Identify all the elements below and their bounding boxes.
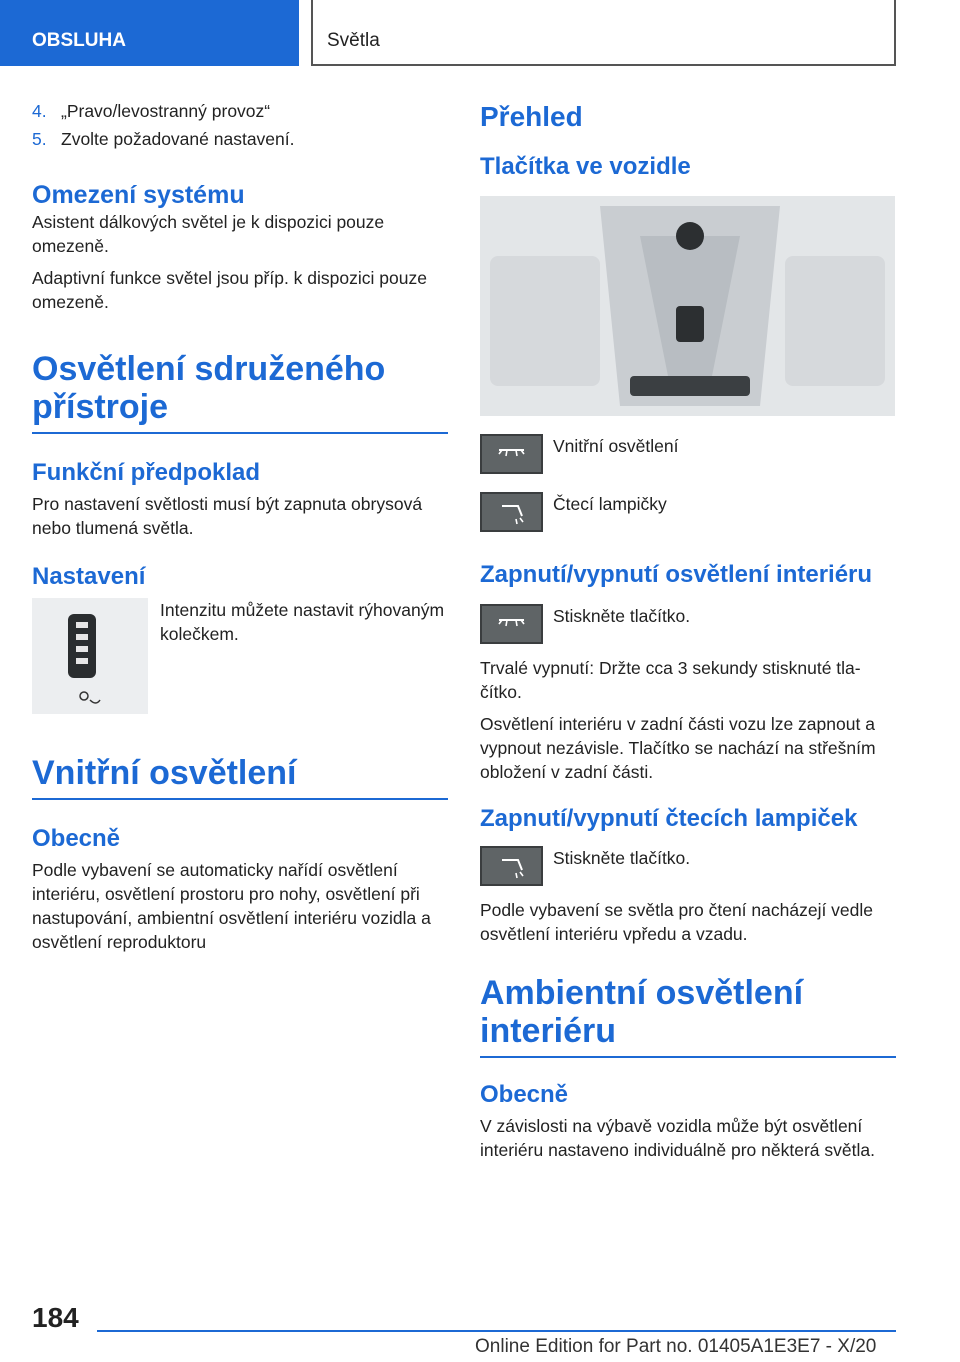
reading-lights-text: Podle vybavení se světla pro čtení nacházejí vedle osvětlení interiéru vpředu a vzadu. bbox=[480, 900, 874, 944]
limits-text-2: Adaptivní funkce světel jsou příp. k dispozici pouze omezeně. bbox=[32, 268, 427, 312]
dome-light-icon bbox=[482, 606, 541, 642]
permanent-off-text: Trvalé vypnutí: Držte cca 3 sekundy stisknuté tlačítko. bbox=[480, 658, 861, 702]
general-text: Podle vybavení se automaticky nařídí osvětlení interiéru, osvětlení prostoru pro nohy, osvětlení při nastupování, ambientní osvětlení interiéru vozidla a osvětlení reproduktoru bbox=[32, 860, 431, 952]
step-text: Zvolte požadované nastavení. bbox=[61, 129, 295, 149]
step-item bbox=[32, 128, 448, 150]
interior-lighting-heading: Vnitřní osvětlení bbox=[32, 754, 448, 800]
step-text: „Pravo/levostranný provoz“ bbox=[61, 101, 271, 121]
interior-light-label: Vnitřní osvětlení bbox=[553, 436, 679, 456]
toggle-reading-heading: Zapnutí/vypnutí čtecích lampiček bbox=[480, 805, 858, 832]
interior-light-button-icon[interactable] bbox=[480, 604, 543, 644]
right-column bbox=[480, 100, 896, 1170]
left-column bbox=[32, 100, 448, 962]
settings-block bbox=[32, 598, 448, 714]
settings-text: Intenzitu můžete nastavit rýhovaným kolečkem. bbox=[160, 600, 445, 644]
step-number: 4. bbox=[32, 101, 47, 121]
interior-light-icon-row bbox=[480, 434, 896, 474]
rear-lighting-text: Osvětlení interiéru v zadní části vozu lze zapnout a vypnout nezávisle. Tlačítko se nachází na střešním obložení v zadní části. bbox=[480, 714, 876, 782]
page-number: 184 bbox=[32, 1302, 79, 1333]
interior-light-button-icon[interactable] bbox=[480, 434, 543, 474]
reading-lamp-icon bbox=[482, 848, 541, 884]
edition-text: Online Edition for Part no. 01405A1E3E7 - X/20 bbox=[475, 1336, 877, 1357]
limits-heading: Omezení systému bbox=[32, 181, 245, 209]
press-button-text: Stiskněte tlačítko. bbox=[553, 848, 691, 868]
overview-heading: Přehled bbox=[480, 101, 583, 132]
section-tab[interactable]: OBSLUHA bbox=[0, 0, 299, 66]
precondition-heading: Funkční předpoklad bbox=[32, 459, 261, 486]
toggle-interior-heading: Zapnutí/vypnutí osvětlení interiéru bbox=[480, 561, 873, 588]
thumbwheel-figure bbox=[32, 598, 148, 714]
dome-light-icon bbox=[482, 436, 541, 472]
thumbwheel-icon bbox=[32, 598, 148, 714]
reading-light-button-icon[interactable] bbox=[480, 492, 543, 532]
reading-light-button-icon[interactable] bbox=[480, 846, 543, 886]
step-number: 5. bbox=[32, 129, 47, 149]
reading-light-icon-row bbox=[480, 492, 896, 532]
toggle-interior-row bbox=[480, 604, 896, 644]
ambient-lighting-heading: Ambientní osvětlení interiéru bbox=[480, 974, 896, 1058]
ambient-general-heading: Obecně bbox=[480, 1081, 569, 1108]
chapter-title: Světla bbox=[311, 0, 896, 66]
toggle-reading-row bbox=[480, 846, 896, 886]
press-button-text: Stiskněte tlačítko. bbox=[553, 606, 691, 626]
roof-console-figure bbox=[480, 196, 895, 416]
cluster-lighting-heading: Osvětlení sdruženého přístroje bbox=[32, 350, 448, 434]
buttons-in-vehicle-heading: Tlačítka ve vozidle bbox=[480, 153, 691, 180]
precondition-text: Pro nastavení světlosti musí být zapnuta obrysová nebo tlumená světla. bbox=[32, 494, 423, 538]
ambient-general-text: V závislosti na výbavě vozidla může být osvětlení interiéru nastaveno individuálně pro některá světla. bbox=[480, 1116, 875, 1160]
settings-heading: Nastavení bbox=[32, 563, 146, 590]
roof-console-icon bbox=[480, 196, 895, 416]
footer-divider bbox=[97, 1330, 896, 1332]
reading-lamp-icon bbox=[482, 494, 541, 530]
limits-text-1: Asistent dálkových světel je k dispozici pouze omezeně. bbox=[32, 212, 385, 256]
step-item bbox=[32, 100, 448, 122]
reading-light-label: Čtecí lampičky bbox=[553, 494, 667, 514]
general-heading: Obecně bbox=[32, 825, 121, 852]
